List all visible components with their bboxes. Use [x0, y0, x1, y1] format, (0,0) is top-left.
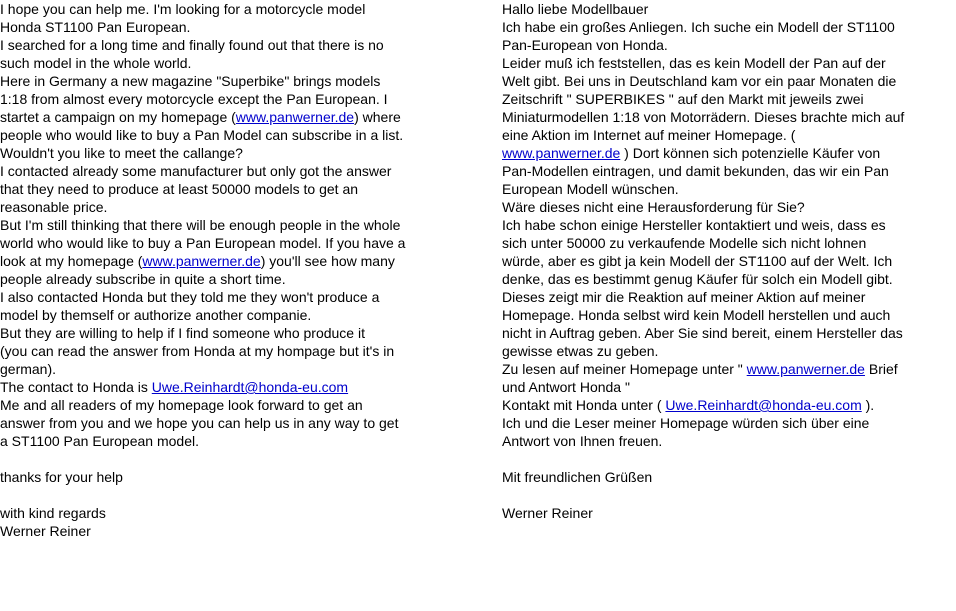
homepage-link[interactable]: www.panwerner.de [235, 109, 355, 125]
text-line: model by themself or authorize another companie. [0, 307, 312, 323]
text-line: Homepage. Honda selbst wird kein Modell herstellen und auch [502, 307, 891, 323]
german-letter [502, 0, 956, 522]
text-segment: Brief [864, 361, 898, 377]
text-line: reasonable price. [0, 199, 108, 215]
text-line: Ich habe ein großes Anliegen. Ich suche ein Modell der ST1100 [502, 19, 895, 35]
text-line: world who would like to buy a Pan European model. If you have a [0, 235, 406, 251]
text-line: a ST1100 Pan European model. [0, 433, 199, 449]
text-segment: The contact to Honda is [0, 379, 152, 395]
homepage-link[interactable]: www.panwerner.de [142, 253, 261, 269]
homepage-link[interactable]: www.panwerner.de [502, 145, 621, 161]
text-line: Dieses zeigt mir die Reaktion auf meiner Aktion auf meiner [502, 289, 866, 305]
honda-email-link[interactable]: Uwe.Reinhardt@honda-eu.com [151, 379, 349, 395]
text-line: Antwort von Ihnen freuen. [502, 433, 663, 449]
text-segment: look at my homepage ( [0, 253, 143, 269]
text-segment: ) where [354, 109, 401, 125]
text-line: But they are willing to help if I find someone who produce it [0, 325, 365, 341]
text-line: gewisse etwas zu geben. [502, 343, 659, 359]
text-line: Here in Germany a new magazine "Superbike" brings models [0, 73, 381, 89]
text-line: Pan-Modellen eintragen, und damit bekunden, das wir ein Pan [502, 163, 889, 179]
text-line: people already subscribe in quite a short time. [0, 271, 286, 287]
signature: Werner Reiner [0, 523, 91, 539]
text-line: Zeitschrift " SUPERBIKES " auf den Markt mit jeweils zwei [502, 91, 864, 107]
text-line [502, 360, 956, 378]
text-line: But I'm still thinking that there will be enough people in the whole [0, 217, 401, 233]
text-line [0, 108, 470, 126]
text-segment: ). [861, 397, 875, 413]
text-line [502, 396, 956, 414]
text-line: I hope you can help me. I'm looking for a motorcycle model [0, 1, 366, 17]
text-line: Leider muß ich feststellen, das es kein Modell der Pan auf der [502, 55, 886, 71]
honda-email-link[interactable]: Uwe.Reinhardt@honda-eu.com [665, 397, 862, 413]
text-line: Wouldn't you like to meet the callange? [0, 145, 243, 161]
text-segment: Kontakt mit Honda unter ( [502, 397, 666, 413]
text-line: 1:18 from almost every motorcycle except the Pan European. I [0, 91, 388, 107]
text-line: that they need to produce at least 50000 models to get an [0, 181, 359, 197]
homepage-link[interactable]: www.panwerner.de [746, 361, 865, 377]
signature: Werner Reiner [502, 505, 593, 521]
text-line: eine Aktion im Internet auf meiner Homepage. ( [502, 127, 796, 143]
text-segment: ) you'll see how many [260, 253, 395, 269]
text-line: such model in the whole world. [0, 55, 192, 71]
text-segment: ) Dort können sich potenzielle Käufer von [620, 145, 881, 161]
text-line: german). [0, 361, 57, 377]
greeting: Hallo liebe Modellbauer [502, 1, 649, 17]
text-line: I also contacted Honda but they told me they won't produce a [0, 289, 380, 305]
text-line [502, 144, 956, 162]
text-line: Me and all readers of my homepage look forward to get an [0, 397, 363, 413]
text-line: I contacted already some manufacturer but only got the answer [0, 163, 392, 179]
text-line: Ich und die Leser meiner Homepage würden sich über eine [502, 415, 870, 431]
blank-line [502, 450, 956, 468]
text-line: nicht in Auftrag geben. Aber Sie sind bereit, einem Hersteller das [502, 325, 903, 341]
text-line: I searched for a long time and finally found out that there is no [0, 37, 384, 53]
text-line: (you can read the answer from Honda at my hompage but it's in [0, 343, 395, 359]
text-line: Pan-European von Honda. [502, 37, 668, 53]
blank-line [0, 450, 470, 468]
text-segment: Zu lesen auf meiner Homepage unter " [502, 361, 747, 377]
text-line: Honda ST1100 Pan European. [0, 19, 191, 35]
text-line: people who would like to buy a Pan Model can subscribe in a list. [0, 127, 404, 143]
thanks-line: thanks for your help [0, 469, 123, 485]
text-line [0, 378, 470, 396]
text-line: Ich habe schon einige Hersteller kontaktiert und weis, dass es [502, 217, 886, 233]
text-line: würde, aber es gibt ja kein Modell der ST1100 auf der Welt. Ich [502, 253, 893, 269]
blank-line [502, 486, 956, 504]
closing-line: Mit freundlichen Grüßen [502, 469, 653, 485]
text-line [0, 252, 470, 270]
text-line: denke, das es bestimmt genug Käufer für solch ein Modell gibt. [502, 271, 893, 287]
blank-line [0, 486, 470, 504]
text-segment: startet a campaign on my homepage ( [0, 109, 236, 125]
text-line: und Antwort Honda " [502, 379, 630, 395]
text-line: answer from you and we hope you can help us in any way to get [0, 415, 399, 431]
regards-line: with kind regards [0, 505, 106, 521]
text-line: sich unter 50000 zu verkaufende Modelle sich nicht lohnen [502, 235, 867, 251]
english-letter [0, 0, 470, 540]
text-line: Wäre dieses nicht eine Herausforderung für Sie? [502, 199, 805, 215]
text-line: Miniaturmodellen 1:18 von Motorrädern. Dieses brachte mich auf [502, 109, 905, 125]
text-line: Welt gibt. Bei uns in Deutschland kam vor ein paar Monaten die [502, 73, 897, 89]
text-line: European Modell wünschen. [502, 181, 679, 197]
